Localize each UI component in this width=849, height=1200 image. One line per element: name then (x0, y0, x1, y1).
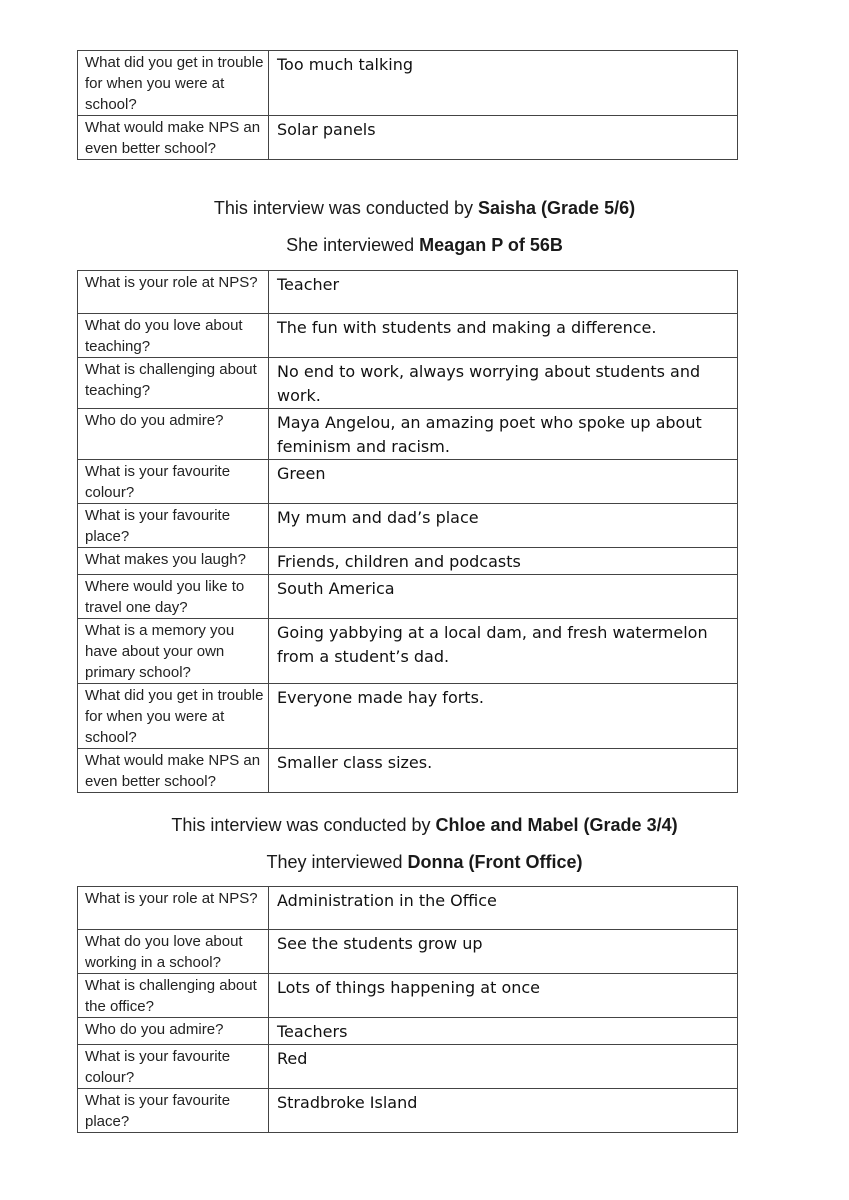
table-row (78, 1045, 738, 1089)
table-row (78, 684, 738, 749)
question-cell: What is your favourite colour? (78, 460, 269, 504)
table-row (78, 460, 738, 504)
answer-cell: My mum and dad’s place (269, 504, 738, 548)
table-row (78, 409, 738, 460)
table-row (78, 887, 738, 930)
interviewee-name: Donna (Front Office) (407, 852, 583, 872)
interviewee-name: Meagan P of 56B (419, 235, 563, 255)
interviewee-heading (0, 851, 849, 873)
question-cell: What is your favourite place? (78, 504, 269, 548)
question-cell: What would make NPS an even better school? (78, 116, 269, 160)
answer-cell: Smaller class sizes. (269, 749, 738, 793)
table-row (78, 51, 738, 116)
answer-cell: See the students grow up (269, 930, 738, 974)
table-row (78, 575, 738, 619)
question-cell: Who do you admire? (78, 409, 269, 460)
answer-cell: Administration in the Office (269, 887, 738, 930)
question-cell: What is a memory you have about your own primary school? (78, 619, 269, 684)
question-cell: What would make NPS an even better school? (78, 749, 269, 793)
answer-cell: Friends, children and podcasts (269, 548, 738, 575)
answer-cell: Too much talking (269, 51, 738, 116)
question-cell: What makes you laugh? (78, 548, 269, 575)
question-cell: What is challenging about the office? (78, 974, 269, 1018)
question-cell: What do you love about teaching? (78, 314, 269, 358)
question-cell: What is your role at NPS? (78, 271, 269, 314)
heading-prefix: This interview was conducted by (171, 815, 436, 835)
answer-cell: Red (269, 1045, 738, 1089)
heading-prefix: This interview was conducted by (213, 198, 479, 218)
question-cell: What is your role at NPS? (78, 887, 269, 930)
answer-cell: Teachers (269, 1018, 738, 1045)
question-cell: What did you get in trouble for when you were at school? (78, 684, 269, 749)
table-row (78, 504, 738, 548)
question-cell: What did you get in trouble for when you were at school? (78, 51, 269, 116)
table-row (78, 1089, 738, 1133)
answer-cell: South America (269, 575, 738, 619)
question-cell: What is your favourite colour? (78, 1045, 269, 1089)
table-row (78, 930, 738, 974)
question-cell: Where would you like to travel one day? (78, 575, 269, 619)
interviewer-name: Chloe and Mabel (Grade 3/4) (435, 815, 678, 835)
table-row (78, 974, 738, 1018)
answer-cell: Teacher (269, 271, 738, 314)
heading-prefix: She interviewed (286, 235, 420, 255)
interview-table-2 (77, 270, 738, 793)
question-cell: What is your favourite place? (78, 1089, 269, 1133)
table-row (78, 548, 738, 575)
answer-cell: Maya Angelou, an amazing poet who spoke up about feminism and racism. (269, 409, 738, 460)
answer-cell: Stradbroke Island (269, 1089, 738, 1133)
interviewer-name: Saisha (Grade 5/6) (478, 198, 636, 218)
question-cell: What do you love about working in a school? (78, 930, 269, 974)
interview-table-1 (77, 50, 738, 160)
answer-cell: Lots of things happening at once (269, 974, 738, 1018)
answer-cell: Everyone made hay forts. (269, 684, 738, 749)
table-row (78, 116, 738, 160)
answer-cell: Going yabbying at a local dam, and fresh watermelon from a student’s dad. (269, 619, 738, 684)
interviewee-heading (0, 234, 849, 256)
table-row (78, 358, 738, 409)
question-cell: What is challenging about teaching? (78, 358, 269, 409)
table-row (78, 749, 738, 793)
interview-conducted-by-heading (0, 814, 849, 836)
table-row (78, 1018, 738, 1045)
table-row (78, 271, 738, 314)
question-cell: Who do you admire? (78, 1018, 269, 1045)
interview-table-3 (77, 886, 738, 1133)
answer-cell: Solar panels (269, 116, 738, 160)
table-row (78, 314, 738, 358)
answer-cell: The fun with students and making a difference. (269, 314, 738, 358)
answer-cell: No end to work, always worrying about students and work. (269, 358, 738, 409)
interview-conducted-by-heading (0, 197, 849, 219)
answer-cell: Green (269, 460, 738, 504)
table-row (78, 619, 738, 684)
heading-prefix: They interviewed (266, 852, 408, 872)
